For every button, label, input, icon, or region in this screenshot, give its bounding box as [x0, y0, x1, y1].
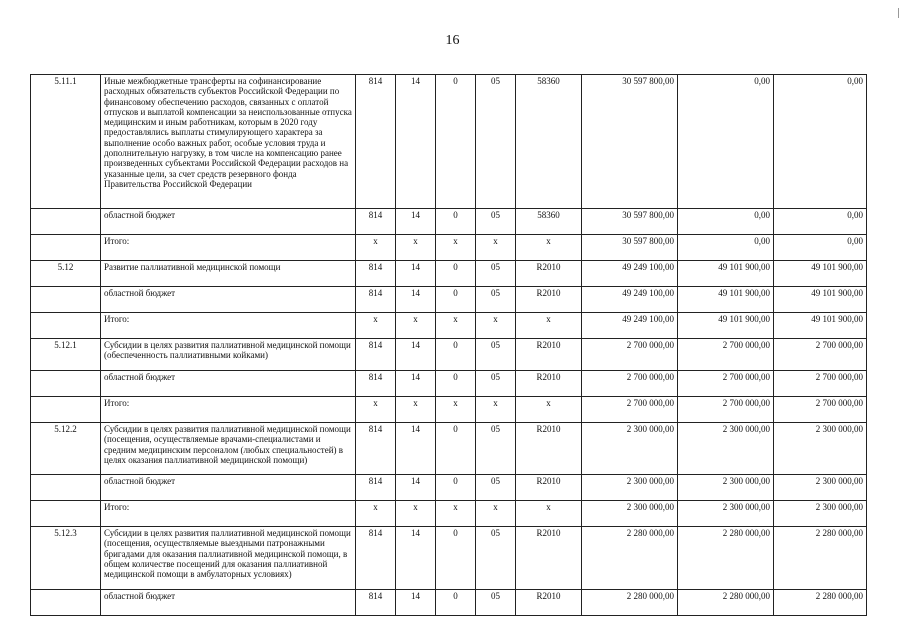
code-program: 05: [476, 339, 516, 371]
code-program: х: [476, 501, 516, 527]
amount-year-2: 2 300 000,00: [678, 501, 774, 527]
code-subsection: 0: [436, 75, 476, 209]
amount-year-2: 2 280 000,00: [678, 590, 774, 616]
amount-year-2: 2 300 000,00: [678, 475, 774, 501]
code-section: 14: [396, 423, 436, 475]
edge-mark: [898, 8, 899, 18]
table-row: [31, 423, 867, 475]
row-description: Субсидии в целях развития паллиативной медицинской помощи (посещения, осуществляемые врачами-специалистами и средним медицинским персоналом (любых специальностей) в целях оказания паллиативной медицинской помощи): [101, 423, 356, 475]
amount-year-3: 2 700 000,00: [774, 339, 867, 371]
code-direction: 58360: [516, 209, 582, 235]
code-section: х: [396, 501, 436, 527]
row-number: 5.12.2: [31, 423, 101, 475]
table-row: [31, 75, 867, 209]
code-subsection: 0: [436, 590, 476, 616]
amount-year-1: 2 700 000,00: [582, 397, 678, 423]
code-program: 05: [476, 287, 516, 313]
row-description: Итого:: [101, 501, 356, 527]
amount-year-3: 0,00: [774, 75, 867, 209]
row-number: 5.12.1: [31, 339, 101, 371]
code-subsection: 0: [436, 475, 476, 501]
amount-year-3: 0,00: [774, 235, 867, 261]
row-number: [31, 371, 101, 397]
code-direction: R2010: [516, 261, 582, 287]
code-program: 05: [476, 475, 516, 501]
amount-year-2: 2 280 000,00: [678, 527, 774, 590]
code-direction: х: [516, 235, 582, 261]
code-subsection: 0: [436, 209, 476, 235]
code-section: х: [396, 397, 436, 423]
code-ministry: 814: [356, 475, 396, 501]
row-description: Итого:: [101, 235, 356, 261]
code-ministry: 814: [356, 75, 396, 209]
amount-year-3: 2 300 000,00: [774, 501, 867, 527]
amount-year-2: 49 101 900,00: [678, 313, 774, 339]
code-direction: R2010: [516, 475, 582, 501]
table-row: [31, 235, 867, 261]
table-row: [31, 590, 867, 616]
code-program: х: [476, 235, 516, 261]
code-subsection: х: [436, 235, 476, 261]
code-direction: R2010: [516, 590, 582, 616]
row-description: Итого:: [101, 313, 356, 339]
row-number: [31, 235, 101, 261]
amount-year-2: 0,00: [678, 75, 774, 209]
code-section: х: [396, 313, 436, 339]
code-program: 05: [476, 209, 516, 235]
row-number: [31, 313, 101, 339]
row-number: [31, 209, 101, 235]
amount-year-3: 2 700 000,00: [774, 397, 867, 423]
table-row: [31, 209, 867, 235]
table-row: [31, 475, 867, 501]
code-ministry: 814: [356, 423, 396, 475]
code-section: х: [396, 235, 436, 261]
amount-year-1: 2 300 000,00: [582, 501, 678, 527]
code-ministry: 814: [356, 209, 396, 235]
amount-year-3: 2 300 000,00: [774, 423, 867, 475]
code-section: 14: [396, 371, 436, 397]
code-section: 14: [396, 527, 436, 590]
code-direction: R2010: [516, 371, 582, 397]
code-program: 05: [476, 423, 516, 475]
code-program: 05: [476, 590, 516, 616]
amount-year-3: 2 280 000,00: [774, 590, 867, 616]
code-program: 05: [476, 371, 516, 397]
code-direction: R2010: [516, 339, 582, 371]
row-description: Развитие паллиативной медицинской помощи: [101, 261, 356, 287]
table-row: [31, 339, 867, 371]
table-row: [31, 527, 867, 590]
amount-year-2: 0,00: [678, 209, 774, 235]
code-ministry: х: [356, 235, 396, 261]
amount-year-3: 2 280 000,00: [774, 527, 867, 590]
row-description: Субсидии в целях развития паллиативной медицинской помощи (посещения, осуществляемые выездными патронажными бригадами для оказания паллиативной медицинской помощи, в общем количестве посещений для оказания паллиативной медицинской помощи в амбулаторных условиях): [101, 527, 356, 590]
row-number: [31, 287, 101, 313]
amount-year-1: 30 597 800,00: [582, 75, 678, 209]
table-row: [31, 261, 867, 287]
row-number: [31, 475, 101, 501]
code-section: 14: [396, 75, 436, 209]
amount-year-1: 2 700 000,00: [582, 339, 678, 371]
code-program: 05: [476, 75, 516, 209]
code-direction: х: [516, 313, 582, 339]
amount-year-1: 49 249 100,00: [582, 261, 678, 287]
amount-year-2: 2 300 000,00: [678, 423, 774, 475]
amount-year-1: 49 249 100,00: [582, 313, 678, 339]
row-number: 5.12: [31, 261, 101, 287]
amount-year-1: 30 597 800,00: [582, 209, 678, 235]
table-row: [31, 501, 867, 527]
code-ministry: 814: [356, 287, 396, 313]
code-ministry: х: [356, 397, 396, 423]
code-section: 14: [396, 261, 436, 287]
code-ministry: 814: [356, 590, 396, 616]
row-description: областной бюджет: [101, 475, 356, 501]
code-ministry: х: [356, 313, 396, 339]
code-direction: х: [516, 501, 582, 527]
code-subsection: 0: [436, 527, 476, 590]
amount-year-2: 49 101 900,00: [678, 287, 774, 313]
amount-year-3: 49 101 900,00: [774, 313, 867, 339]
code-section: 14: [396, 339, 436, 371]
code-subsection: х: [436, 397, 476, 423]
amount-year-1: 2 300 000,00: [582, 423, 678, 475]
amount-year-2: 49 101 900,00: [678, 261, 774, 287]
row-number: 5.12.3: [31, 527, 101, 590]
table-row: [31, 287, 867, 313]
code-section: 14: [396, 209, 436, 235]
code-subsection: 0: [436, 339, 476, 371]
row-description: областной бюджет: [101, 371, 356, 397]
amount-year-3: 2 700 000,00: [774, 371, 867, 397]
amount-year-1: 2 280 000,00: [582, 590, 678, 616]
code-ministry: 814: [356, 371, 396, 397]
code-direction: R2010: [516, 527, 582, 590]
row-description: областной бюджет: [101, 287, 356, 313]
budget-table: [30, 74, 867, 616]
code-subsection: 0: [436, 261, 476, 287]
code-ministry: 814: [356, 339, 396, 371]
row-number: [31, 590, 101, 616]
amount-year-1: 2 700 000,00: [582, 371, 678, 397]
code-subsection: 0: [436, 371, 476, 397]
code-subsection: х: [436, 313, 476, 339]
code-program: х: [476, 313, 516, 339]
code-section: 14: [396, 590, 436, 616]
code-subsection: 0: [436, 287, 476, 313]
amount-year-2: 2 700 000,00: [678, 397, 774, 423]
amount-year-2: 2 700 000,00: [678, 371, 774, 397]
row-description: Иные межбюджетные трансферты на софинансирование расходных обязательств субъектов Российской Федерации по финансовому обеспечению расходов, связанных с оплатой отпусков и выплатой компенсации за неиспользованные отпуска медицинским и иным работникам, которым в 2020 году предоставлялись выплаты стимулирующего характера за выполнение особо важных работ, особые условия труда и дополнительную нагрузку, в том числе на компенсацию ранее произведенных субъектами Российской Федерации расходов на указанные цели, за счет средств резервного фонда Правительства Российской Федерации: [101, 75, 356, 209]
page-number: 16: [445, 33, 460, 48]
code-direction: 58360: [516, 75, 582, 209]
amount-year-3: 2 300 000,00: [774, 475, 867, 501]
table-row: [31, 313, 867, 339]
row-description: областной бюджет: [101, 590, 356, 616]
amount-year-1: 2 300 000,00: [582, 475, 678, 501]
code-direction: х: [516, 397, 582, 423]
code-program: х: [476, 397, 516, 423]
code-subsection: х: [436, 501, 476, 527]
code-program: 05: [476, 261, 516, 287]
row-number: [31, 501, 101, 527]
row-number: 5.11.1: [31, 75, 101, 209]
code-direction: R2010: [516, 287, 582, 313]
code-ministry: 814: [356, 261, 396, 287]
code-section: 14: [396, 475, 436, 501]
amount-year-2: 0,00: [678, 235, 774, 261]
amount-year-3: 49 101 900,00: [774, 261, 867, 287]
code-section: 14: [396, 287, 436, 313]
amount-year-3: 0,00: [774, 209, 867, 235]
code-ministry: 814: [356, 527, 396, 590]
table-row: [31, 371, 867, 397]
code-program: 05: [476, 527, 516, 590]
row-description: Итого:: [101, 397, 356, 423]
table-row: [31, 397, 867, 423]
amount-year-1: 2 280 000,00: [582, 527, 678, 590]
code-direction: R2010: [516, 423, 582, 475]
amount-year-1: 49 249 100,00: [582, 287, 678, 313]
amount-year-2: 2 700 000,00: [678, 339, 774, 371]
amount-year-1: 30 597 800,00: [582, 235, 678, 261]
code-ministry: х: [356, 501, 396, 527]
amount-year-3: 49 101 900,00: [774, 287, 867, 313]
row-description: Субсидии в целях развития паллиативной медицинской помощи (обеспеченность паллиативными койками): [101, 339, 356, 371]
row-number: [31, 397, 101, 423]
row-description: областной бюджет: [101, 209, 356, 235]
code-subsection: 0: [436, 423, 476, 475]
